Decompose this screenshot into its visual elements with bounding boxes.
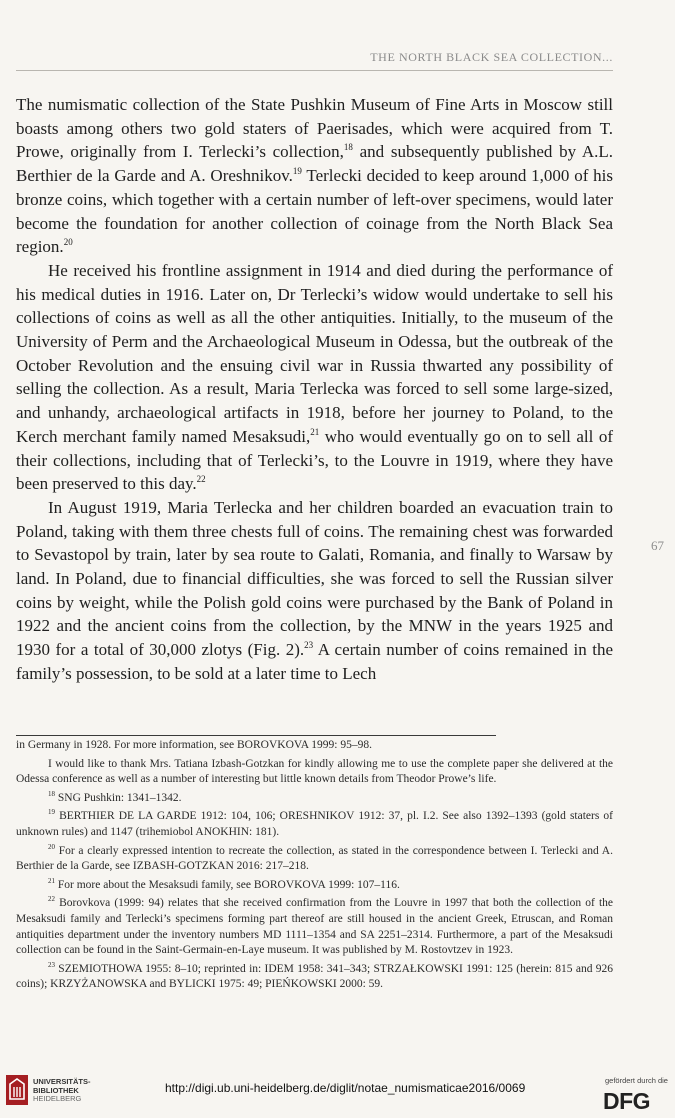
footnote-ref-22[interactable]: 22: [196, 474, 206, 485]
paragraph-3-text-b: A certain number of coins remained in the family’s possession, to be sold at a later time to Lech: [16, 640, 613, 683]
paragraph-3: [16, 496, 613, 686]
footnote-22-number: 22: [48, 895, 55, 904]
page-number: 67: [651, 538, 664, 553]
library-name-line-2: BIBLIOTHEK: [33, 1085, 79, 1095]
footnote-22-text: Borovkova (1999: 94) relates that she received confirmation from the Louvre in 1997 that both the collection of the Mesaksudi family and Terlecki’s specimens forming part thereof are still housed in the ancient Greek, Etruscan, and Roman antiquities department under the inventory numbers MD 1111–1354 and SA 2251–2314. Furthermore, a part of the Mesaksudi collection can be found in the Saint-Germain-en-Laye museum. It was published by M. Rostovtzev in 1923.: [16, 897, 613, 957]
footnote-23-number: 23: [48, 960, 55, 969]
footnote-19-number: 19: [48, 808, 55, 817]
university-library-logo-icon: [6, 1075, 28, 1105]
funder-note: gefördert durch die: [605, 1076, 668, 1085]
footnote-21-number: 21: [48, 876, 55, 885]
footnote-ref-19[interactable]: 19: [292, 166, 302, 177]
footnote-21: [16, 878, 613, 894]
footnote-20: [16, 844, 613, 875]
paragraph-1: [16, 93, 613, 259]
footnote-acknowledgement: I would like to thank Mrs. Tatiana Izbash-Gotzkan for kindly allowing me to use the complete paper she delivered at the Odessa conference as well as a number of interesting but little known details from Theodor Prowe’s life.: [16, 757, 613, 786]
dfg-logo: DFG: [603, 1088, 651, 1114]
footnote-ref-18[interactable]: 18: [343, 142, 353, 153]
footnote-ref-20[interactable]: 20: [63, 237, 73, 248]
footnote-rule: [16, 735, 496, 736]
footnote-22: [16, 896, 613, 958]
body-text: [16, 93, 613, 686]
library-name-line-3: HEIDELBERG: [33, 1094, 82, 1103]
footnote-21-text: For more about the Mesaksudi family, see BOROVKOVA 1999: 107–116.: [55, 878, 400, 891]
footnote-20-number: 20: [48, 842, 55, 851]
footnote-ref-23[interactable]: 23: [304, 640, 314, 651]
running-head: THE NORTH BLACK SEA COLLECTION...: [370, 50, 613, 64]
paragraph-1-text-a: The numismatic collection of the State Pushkin Museum of Fine Arts in Moscow still boasts among others two gold staters of Paerisades, which were acquired from T. Prowe, originally from I. Terlecki’s collection,: [16, 95, 613, 162]
footnote-20-text: For a clearly expressed intention to recreate the collection, as stated in the correspondence between I. Terlecki and A. Berthier de la Garde, see IZBASH-GOTZKAN 2016: 217–218.: [16, 844, 613, 873]
footnote-continuation: in Germany in 1928. For more information, see BOROVKOVA 1999: 95–98.: [16, 739, 372, 751]
footnote-18-text: SNG Pushkin: 1341–1342.: [55, 791, 182, 804]
paragraph-2: [16, 259, 613, 496]
paragraph-2-text-a: He received his frontline assignment in 1914 and died during the performance of his medical duties in 1916. Later on, Dr Terlecki’s widow would undertake to sell his collections of coins as well as all the other antiquities. Initially, to the museum of the University of Perm and the Archaeological Museum in Odessa, but the outbreak of the October Revolution and the ensuing civil war in Russia thwarted any possibility of selling the collection. As a result, Maria Terlecka was forced to sell some large-sized, and unhandy, archaeological artifacts in 1918, before her journey to Poland, to the Kerch merchant family named Mesaksudi,: [16, 260, 613, 446]
header-rule: [16, 70, 613, 71]
paragraph-1-text-b: and subsequently published by A.L. Berthier de la Garde and A. Oreshnikov.: [16, 142, 613, 186]
footer-bar: [0, 1068, 675, 1118]
footnote-18: [16, 791, 613, 807]
footnote-23: [16, 962, 613, 993]
paragraph-3-text-a: In August 1919, Maria Terlecka and her children boarded an evacuation train to Poland, taking with them three chests full of coins. The remaining chest was forwarded to Sevastopol by train, later by sea route to Galati, Romania, and finally to Warsaw by land. In Poland, due to financial difficulties, she was forced to sell the Russian silver coins by weight, while the Polish gold coins were purchased by the Bank of Poland in 1922 and the ancient coins from the collection, by the MNW in the years 1925 and 1930 for a total of 30,000 zlotys (Fig. 2).: [16, 497, 613, 660]
library-name: [33, 1078, 91, 1104]
paragraph-2-text-b: who would eventually go on to sell all of their collections, including that of Terlecki’s, to the Louvre in 1919, where they have been preserved to this day.: [16, 426, 613, 494]
footnotes: [16, 738, 613, 996]
paragraph-1-text-c: Terlecki decided to keep around 1,000 of his bronze coins, which together with a certain number of left-over specimens, would later become the foundation for another collection of coinage from the North Black Sea region.: [16, 166, 614, 257]
footnote-23-text: SZEMIOTHOWA 1955: 8–10; reprinted in: IDEM 1958: 341–343; STRZAŁKOWSKI 1991: 125 (herein: 815 and 926 coins); KRZYŻANOWSKA and BYLICKI 1975: 49; PIEŃKOWSKI 2000: 59.: [16, 962, 613, 991]
footnote-18-number: 18: [48, 789, 55, 798]
footnote-ref-21[interactable]: 21: [310, 426, 320, 437]
footnote-19: [16, 809, 613, 840]
library-name-line-1: UNIVERSITÄTS-: [33, 1077, 91, 1086]
digital-copy-link[interactable]: http://digi.ub.uni-heidelberg.de/diglit/notae_numismaticae2016/0069: [165, 1081, 526, 1095]
footnote-19-text: BERTHIER DE LA GARDE 1912: 104, 106; ORESHNIKOV 1912: 37, pl. I.2. See also 1392–1393 (gold staters of unknown rules) and 1147 (trihemiobol ANOKHIN: 181).: [16, 810, 613, 838]
